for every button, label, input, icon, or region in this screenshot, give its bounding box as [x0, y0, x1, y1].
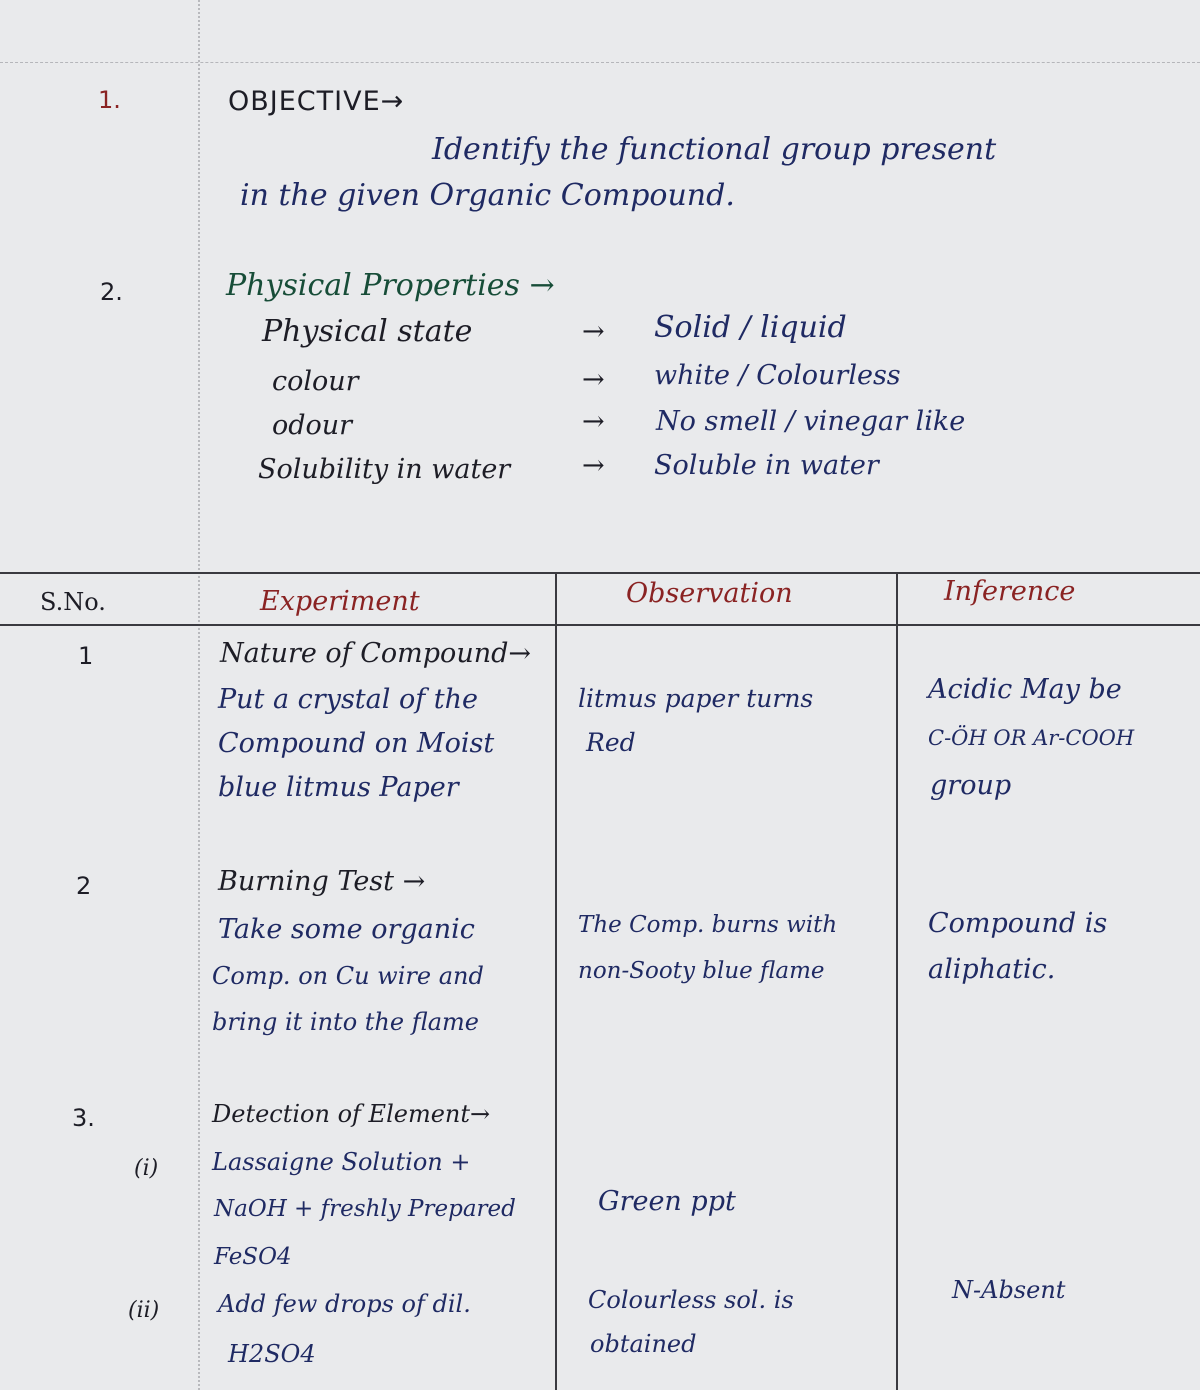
property-arrow: → — [582, 316, 605, 347]
column-divider-experiment — [555, 572, 557, 1390]
margin-line — [198, 0, 200, 1390]
row-3-sub-2-observation-line: obtained — [590, 1330, 697, 1358]
property-name: odour — [272, 410, 353, 441]
objective-line-2: in the given Organic Compound. — [240, 178, 735, 213]
row-2-observation-line: non-Sooty blue flame — [578, 958, 825, 984]
column-divider-observation — [896, 572, 898, 1390]
row-3-sub-label: (ii) — [128, 1298, 160, 1323]
property-arrow: → — [582, 406, 605, 437]
property-value: white / Colourless — [654, 360, 901, 391]
row-2-experiment-line: Burning Test → — [218, 866, 426, 897]
header-sno: S.No. — [40, 588, 106, 616]
property-value: No smell / vinegar like — [656, 406, 966, 437]
row-3-sub-2-experiment-line: Add few drops of dil. — [218, 1290, 471, 1318]
row-3-sub-2-inference-line: N-Absent — [952, 1276, 1066, 1304]
row-3-sub-1-experiment-line: FeSO4 — [214, 1244, 292, 1270]
row-2-sno: 2 — [76, 872, 92, 900]
property-value: Soluble in water — [654, 450, 879, 481]
row-3-sub-2-observation-line: Colourless sol. is — [588, 1286, 794, 1314]
row-3-sub-1-experiment-line: Lassaigne Solution + — [212, 1148, 471, 1176]
row-2-inference-line: aliphatic. — [928, 954, 1056, 985]
row-3-sub-label: (i) — [134, 1156, 159, 1181]
property-name: colour — [272, 366, 359, 397]
row-2-experiment-line: Take some organic — [218, 914, 475, 945]
property-arrow: → — [582, 364, 605, 395]
section-1-number: 1. — [98, 86, 121, 114]
top-rule — [0, 62, 1200, 63]
table-top-rule — [0, 572, 1200, 574]
property-value: Solid / liquid — [654, 310, 847, 345]
row-3-sub-2-experiment-line: H2SO4 — [228, 1340, 316, 1368]
row-1-experiment-line: Compound on Moist — [218, 728, 495, 759]
row-1-inference-line: group — [930, 770, 1012, 801]
row-3-sub-1-experiment-line: NaOH + freshly Prepared — [214, 1196, 516, 1222]
objective-heading: OBJECTIVE→ — [228, 86, 405, 117]
row-3-experiment-heading: Detection of Element→ — [212, 1100, 491, 1128]
property-name: Physical state — [262, 314, 473, 349]
row-1-experiment-line: Put a crystal of the — [218, 684, 479, 715]
row-1-observation-line: litmus paper turns — [578, 684, 814, 713]
row-1-observation-line: Red — [586, 728, 636, 757]
row-1-experiment-line: blue litmus Paper — [218, 772, 459, 803]
row-1-inference-line: C-ÖH OR Ar-COOH — [928, 726, 1135, 750]
table-header-rule — [0, 624, 1200, 626]
section-2-number: 2. — [100, 278, 123, 306]
physical-properties-heading: Physical Properties → — [226, 268, 555, 303]
row-3-sub-1-observation-line: Green ppt — [598, 1186, 736, 1217]
header-experiment: Experiment — [260, 586, 420, 617]
objective-line-1: Identify the functional group present — [432, 132, 997, 167]
row-2-inference-line: Compound is — [928, 908, 1108, 939]
header-observation: Observation — [626, 578, 793, 609]
row-2-experiment-line: Comp. on Cu wire and — [212, 962, 484, 990]
row-1-experiment-line: Nature of Compound→ — [220, 638, 532, 669]
header-inference: Inference — [944, 576, 1076, 607]
row-3-sno: 3. — [72, 1104, 95, 1132]
row-1-sno: 1 — [78, 642, 94, 670]
row-2-experiment-line: bring it into the flame — [212, 1008, 479, 1036]
property-arrow: → — [582, 450, 605, 481]
row-2-observation-line: The Comp. burns with — [578, 912, 838, 938]
property-name: Solubility in water — [258, 454, 511, 485]
row-1-inference-line: Acidic May be — [928, 674, 1122, 705]
